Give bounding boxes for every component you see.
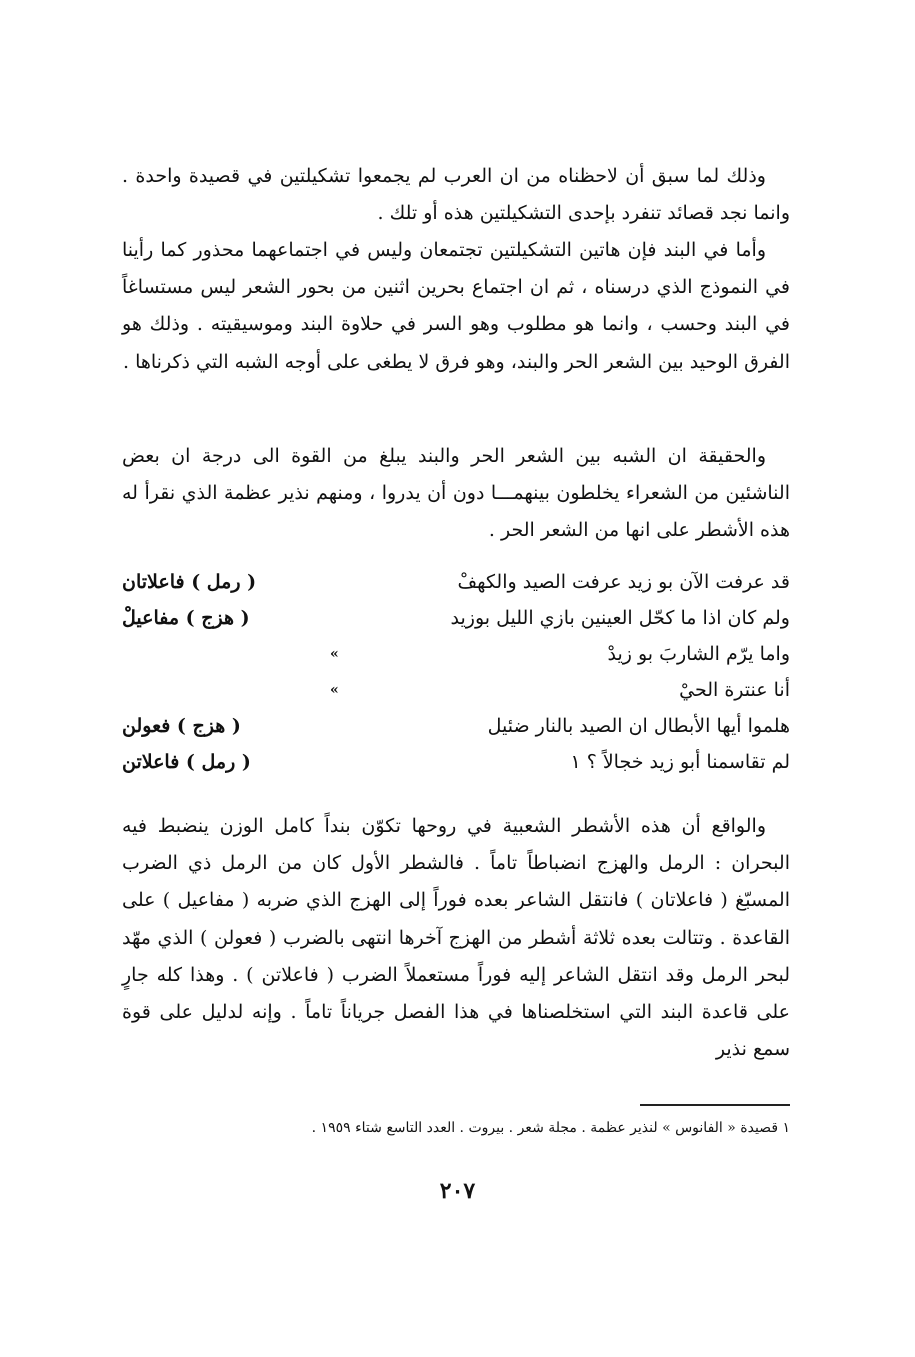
verse-block bbox=[122, 564, 790, 780]
paragraph-3: والحقيقة ان الشبه بين الشعر الحر والبند يبلغ من القوة الى درجة ان بعض الناشئين من الشعراء يخلطون بينهمـــا دون أن يدروا ، ومنهم نذير عظمة الذي نقرأ له هذه الأشطر على انها من الشعر الحر . bbox=[122, 445, 790, 542]
verse-text: لم تقاسمنا أبو زيد خجالاً ؟ ١ bbox=[570, 751, 790, 773]
paragraph-4: والواقع أن هذه الأشطر الشعبية في روحها تكوّن بنداً كامل الوزن ينضبط فيه البحران : الرمل والهزج انضباطاً تاماً . فالشطر الأول كان من الرمل ذي الضرب المسبّغ ( فاعلاتان ) فانتقل الشاعر بعده فوراً إلى الهزج الذي ضربه ( مفاعيل ) على القاعدة . وتتالت بعده ثلاثة أشطر من الهزج آخرها انتهى بالضرب ( فعولن ) الذي مهّد لبحر الرمل وقد انتقل الشاعر إليه فوراً مستعملاً الضرب ( فاعلاتن ) . وهذا كله جارٍ على قاعدة البند التي استخلصناها في هذا الفصل جرياناً تاماً . وإنه لدليل على قوة سمع نذير bbox=[122, 815, 790, 1061]
verse-text: أنا عنترة الحيْ bbox=[679, 679, 790, 701]
ditto-mark: » bbox=[330, 646, 339, 662]
paragraph-2: وأما في البند فإن هاتين التشكيلتين تجتمعان وليس في اجتماعهما محذور كما رأينا في النموذج الذي درسناه ، ثم ان اجتماع بحرين اثنين من بحور الشعر ليس مستساغاً في البند وحسب ، وانما هو مطلوب وهو السر في حلاوة البند وموسيقيته . وذلك هو الفرق الوحيد بين الشعر الحر والبند، وهو فرق لا يطغى على أوجه الشبه التي ذكرناها . bbox=[122, 239, 790, 373]
verse-meter: ( هزج ) فعولن bbox=[122, 715, 241, 737]
verse-text: قد عرفت الآن بو زيد عرفت الصيد والكهفْ bbox=[457, 571, 790, 593]
ditto-mark: » bbox=[330, 682, 339, 698]
page-number: ٢٠٧ bbox=[439, 1178, 476, 1204]
verse-text: ولم كان اذا ما كحّل العينين بازي الليل بوزيد bbox=[450, 607, 790, 629]
verse-line bbox=[122, 636, 790, 672]
verse-line bbox=[122, 672, 790, 708]
verse-line bbox=[122, 600, 790, 636]
verse-text: واما يرّم الشاربَ بو زيدْ bbox=[607, 643, 790, 665]
verse-line bbox=[122, 708, 790, 744]
verse-meter: ( هزج ) مفاعيلْ bbox=[122, 607, 250, 629]
verse-text: هلموا أيها الأبطال ان الصيد بالنار ضئيل bbox=[487, 715, 790, 737]
footnote-rule bbox=[640, 1104, 790, 1106]
paragraph-1: وذلك لما سبق أن لاحظناه من ان العرب لم يجمعوا تشكيلتين في قصيدة واحدة . وانما نجد قصائد تنفرد بإحدى التشكيلتين هذه أو تلك . bbox=[122, 165, 790, 225]
footnote: ١ قصيدة « الفانوس » لنذير عظمة . مجلة شعر . بيروت . العدد التاسع شتاء ١٩٥٩ . bbox=[311, 1120, 790, 1136]
verse-meter: ( رمل ) فاعلاتن bbox=[122, 751, 251, 773]
verse-line bbox=[122, 564, 790, 600]
verse-meter: ( رمل ) فاعلاتان bbox=[122, 571, 257, 593]
verse-line bbox=[122, 744, 790, 780]
